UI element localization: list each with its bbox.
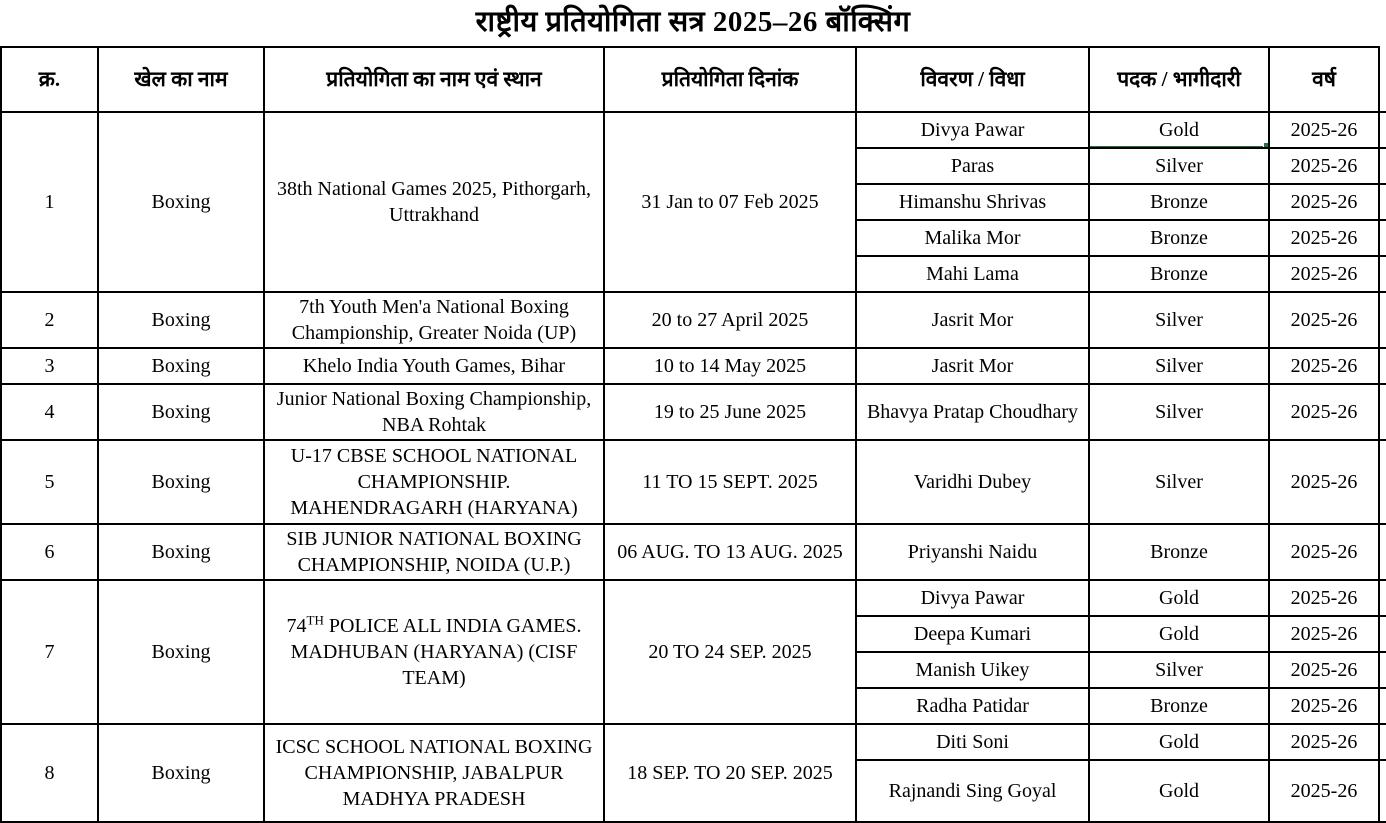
event-cell[interactable] (264, 580, 604, 724)
year-cell[interactable]: 2025-26 (1269, 256, 1379, 292)
athlete-name-cell[interactable]: Radha Patidar (856, 688, 1089, 724)
event-text-pre: 74 (286, 615, 307, 637)
medal-cell[interactable]: Silver (1089, 652, 1269, 688)
year-cell[interactable]: 2025-26 (1269, 616, 1379, 652)
event-cell[interactable]: ICSC SCHOOL NATIONAL BOXING CHAMPIONSHIP, JABALPUR MADHYA PRADESH (264, 724, 604, 822)
date-cell[interactable]: 31 Jan to 07 Feb 2025 (604, 112, 856, 292)
header-row (1, 47, 1386, 112)
year-cell[interactable]: 2025-26 (1269, 384, 1379, 440)
date-cell[interactable]: 18 SEP. TO 20 SEP. 2025 (604, 724, 856, 822)
year-cell[interactable]: 2025-26 (1269, 220, 1379, 256)
table-row (1, 348, 1386, 384)
athlete-name-cell[interactable]: Varidhi Dubey (856, 440, 1089, 524)
event-text-post: POLICE ALL INDIA GAMES. MADHUBAN (HARYANA) (CISF TEAM) (290, 615, 582, 689)
edge-stub (1379, 348, 1386, 384)
edge-stub (1379, 256, 1386, 292)
event-cell[interactable]: Junior National Boxing Championship, NBA Rohtak (264, 384, 604, 440)
date-cell[interactable]: 19 to 25 June 2025 (604, 384, 856, 440)
athlete-name-cell[interactable]: Manish Uikey (856, 652, 1089, 688)
year-cell[interactable]: 2025-26 (1269, 112, 1379, 148)
header-date[interactable]: प्रतियोगिता दिनांक (604, 47, 856, 112)
medal-cell[interactable]: Gold (1089, 616, 1269, 652)
sport-cell[interactable]: Boxing (98, 112, 264, 292)
event-cell[interactable]: SIB JUNIOR NATIONAL BOXING CHAMPIONSHIP, NOIDA (U.P.) (264, 524, 604, 580)
athlete-name-cell[interactable]: Jasrit Mor (856, 348, 1089, 384)
serial-cell[interactable]: 3 (1, 348, 98, 384)
edge-stub (1379, 724, 1386, 760)
header-serial[interactable]: क्र. (1, 47, 98, 112)
athlete-name-cell[interactable]: Jasrit Mor (856, 292, 1089, 348)
edge-stub (1379, 292, 1386, 348)
date-cell[interactable]: 11 TO 15 SEPT. 2025 (604, 440, 856, 524)
sport-cell[interactable]: Boxing (98, 292, 264, 348)
date-cell[interactable]: 20 TO 24 SEP. 2025 (604, 580, 856, 724)
edge-stub (1379, 524, 1386, 580)
year-cell[interactable]: 2025-26 (1269, 348, 1379, 384)
event-cell[interactable]: U-17 CBSE SCHOOL NATIONAL CHAMPIONSHIP. MAHENDRAGARH (HARYANA) (264, 440, 604, 524)
athlete-name-cell[interactable]: Diti Soni (856, 724, 1089, 760)
sport-cell[interactable]: Boxing (98, 384, 264, 440)
sport-cell[interactable]: Boxing (98, 348, 264, 384)
medal-cell[interactable]: Gold (1089, 580, 1269, 616)
medal-cell[interactable]: Bronze (1089, 220, 1269, 256)
sport-cell[interactable]: Boxing (98, 524, 264, 580)
medal-cell[interactable]: Silver (1089, 440, 1269, 524)
year-cell[interactable]: 2025-26 (1269, 652, 1379, 688)
table-row (1, 440, 1386, 524)
medal-cell[interactable]: Gold (1089, 760, 1269, 822)
year-cell[interactable]: 2025-26 (1269, 440, 1379, 524)
year-cell[interactable]: 2025-26 (1269, 580, 1379, 616)
medal-cell[interactable]: Silver (1089, 348, 1269, 384)
serial-cell[interactable]: 2 (1, 292, 98, 348)
medal-cell-selected[interactable]: Gold (1089, 112, 1269, 148)
date-cell[interactable]: 06 AUG. TO 13 AUG. 2025 (604, 524, 856, 580)
event-cell[interactable]: 38th National Games 2025, Pithorgarh, Uttrakhand (264, 112, 604, 292)
date-cell[interactable]: 10 to 14 May 2025 (604, 348, 856, 384)
athlete-name-cell[interactable]: Rajnandi Sing Goyal (856, 760, 1089, 822)
serial-cell[interactable]: 6 (1, 524, 98, 580)
year-cell[interactable]: 2025-26 (1269, 184, 1379, 220)
serial-cell[interactable]: 8 (1, 724, 98, 822)
edge-stub (1379, 616, 1386, 652)
edge-stub (1379, 652, 1386, 688)
medal-cell[interactable]: Silver (1089, 148, 1269, 184)
edge-stub (1379, 580, 1386, 616)
edge-stub (1379, 688, 1386, 724)
table-row (1, 524, 1386, 580)
year-cell[interactable]: 2025-26 (1269, 688, 1379, 724)
athlete-name-cell[interactable]: Mahi Lama (856, 256, 1089, 292)
sport-cell[interactable]: Boxing (98, 580, 264, 724)
year-cell[interactable]: 2025-26 (1269, 724, 1379, 760)
athlete-name-cell[interactable]: Paras (856, 148, 1089, 184)
medal-cell[interactable]: Silver (1089, 384, 1269, 440)
table-row (1, 724, 1386, 760)
table-row (1, 112, 1386, 148)
header-sport[interactable]: खेल का नाम (98, 47, 264, 112)
header-year[interactable]: वर्ष (1269, 47, 1379, 112)
edge-stub (1379, 384, 1386, 440)
edge-stub (1379, 112, 1386, 148)
edge-stub (1379, 184, 1386, 220)
athlete-name-cell[interactable]: Priyanshi Naidu (856, 524, 1089, 580)
sport-cell[interactable]: Boxing (98, 440, 264, 524)
results-table (0, 46, 1386, 823)
header-detail[interactable]: विवरण / विधा (856, 47, 1089, 112)
serial-cell[interactable]: 4 (1, 384, 98, 440)
edge-stub (1379, 47, 1386, 112)
serial-cell[interactable]: 5 (1, 440, 98, 524)
medal-cell[interactable]: Bronze (1089, 524, 1269, 580)
medal-cell[interactable]: Bronze (1089, 256, 1269, 292)
year-cell[interactable]: 2025-26 (1269, 292, 1379, 348)
event-text-sup: TH (306, 612, 324, 628)
medal-cell[interactable]: Bronze (1089, 688, 1269, 724)
edge-stub (1379, 148, 1386, 184)
medal-cell[interactable]: Silver (1089, 292, 1269, 348)
medal-cell[interactable]: Bronze (1089, 184, 1269, 220)
event-cell[interactable]: 7th Youth Men'a National Boxing Championship, Greater Noida (UP) (264, 292, 604, 348)
table-row (1, 384, 1386, 440)
header-event[interactable]: प्रतियोगिता का नाम एवं स्थान (264, 47, 604, 112)
table-row (1, 292, 1386, 348)
edge-stub (1379, 760, 1386, 822)
table-row (1, 580, 1386, 616)
sport-cell[interactable]: Boxing (98, 724, 264, 822)
event-cell[interactable]: Khelo India Youth Games, Bihar (264, 348, 604, 384)
edge-stub (1379, 440, 1386, 524)
year-cell[interactable]: 2025-26 (1269, 524, 1379, 580)
serial-cell[interactable]: 7 (1, 580, 98, 724)
edge-stub (1379, 220, 1386, 256)
athlete-name-cell[interactable]: Divya Pawar (856, 112, 1089, 148)
year-cell[interactable]: 2025-26 (1269, 148, 1379, 184)
athlete-name-cell[interactable]: Malika Mor (856, 220, 1089, 256)
athlete-name-cell[interactable]: Divya Pawar (856, 580, 1089, 616)
date-cell[interactable]: 20 to 27 April 2025 (604, 292, 856, 348)
serial-cell[interactable]: 1 (1, 112, 98, 292)
athlete-name-cell[interactable]: Bhavya Pratap Choudhary (856, 384, 1089, 440)
athlete-name-cell[interactable]: Himanshu Shrivas (856, 184, 1089, 220)
page-title: राष्ट्रीय प्रतियोगिता सत्र 2025–26 बॉक्सिंग (475, 6, 911, 38)
year-cell[interactable]: 2025-26 (1269, 760, 1379, 822)
athlete-name-cell[interactable]: Deepa Kumari (856, 616, 1089, 652)
header-medal[interactable]: पदक / भागीदारी (1089, 47, 1269, 112)
medal-cell[interactable]: Gold (1089, 724, 1269, 760)
